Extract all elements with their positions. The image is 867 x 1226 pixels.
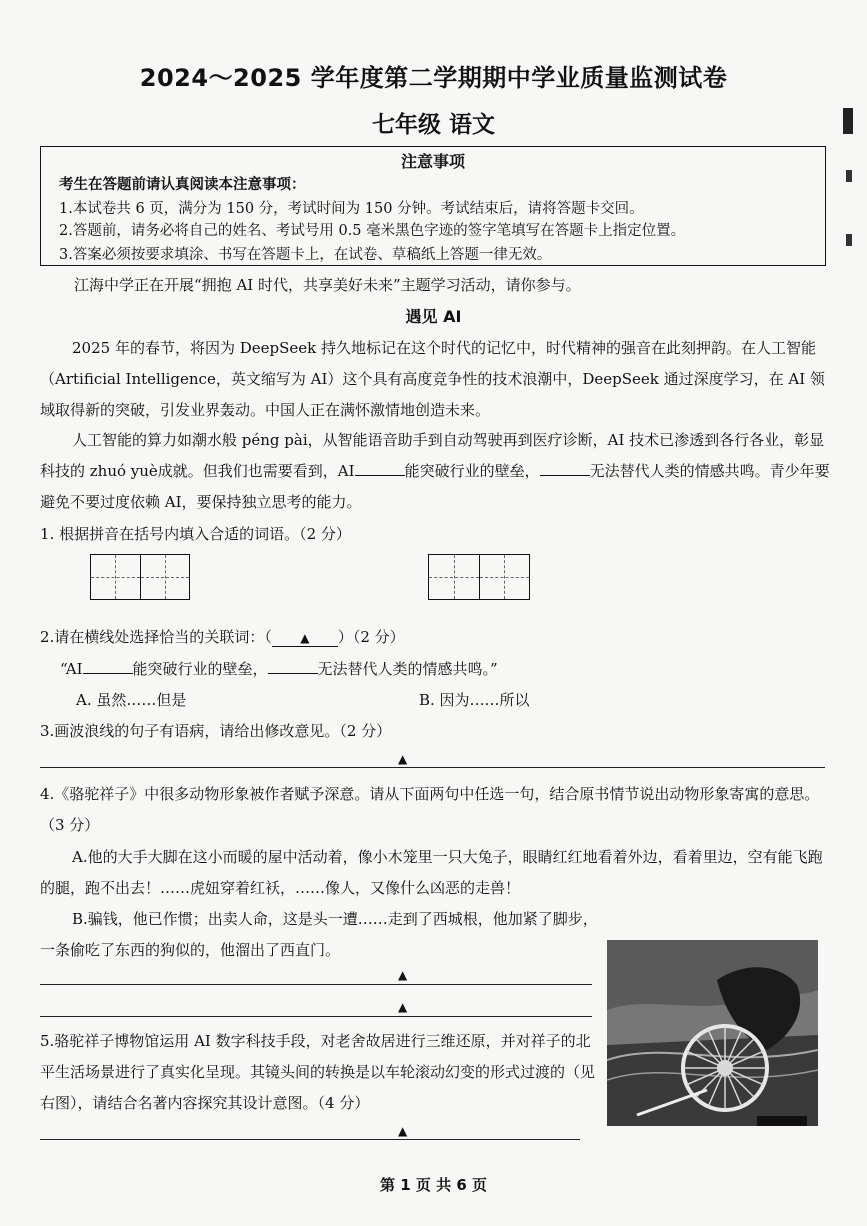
question-5: 5.骆驼祥子博物馆运用 AI 数字科技手段，对老舍故居进行三维还原，并对祥子的北平生活场景进行了真实化呈现。其镜头间的转换是以车轮滚动幻变的形式过渡的（见右图），请结合名著内容探究其设计意图。（4 分） bbox=[40, 1032, 596, 1112]
intro-text: 江海中学正在开展“拥抱 AI 时代，共享美好未来”主题学习活动，请你参与。 bbox=[74, 276, 581, 294]
passage-paragraph-1: 2025 年的春节，将因为 DeepSeek 持久地标记在这个时代的记忆中，时代精神的强音在此刻押韵。在人工智能（Artificial Intelligence，英文缩写为 AI）这个具有高度竞争性的技术浪潮中，DeepSeek 通过深度学习，在 AI 领域取得新的突破，引发业界轰动。中国人正在满怀激情地创造未来。 bbox=[40, 339, 825, 419]
question-2-quote bbox=[60, 658, 498, 679]
page-footer: 第 1 页 共 6 页 bbox=[380, 1176, 487, 1194]
quote-text: “AI bbox=[60, 660, 83, 678]
answer-mark-icon: ▲ bbox=[300, 631, 310, 645]
question-text: 2.请在横线处选择恰当的关联词：（ bbox=[40, 628, 272, 646]
edge-mark bbox=[843, 108, 853, 134]
edge-mark bbox=[846, 234, 852, 246]
question-1: 1. 根据拼音在括号内填入合适的词语。（2 分） bbox=[40, 525, 351, 543]
question-4: 4.《骆驼祥子》中很多动物形象被作者赋予深意。请从下面两句中任选一句，结合原书情节说出动物形象寄寓的意思。（3 分） bbox=[40, 785, 820, 834]
answer-line[interactable] bbox=[40, 1139, 580, 1140]
answer-blank[interactable] bbox=[272, 628, 338, 647]
quote-text: 无法替代人类的情感共鸣。” bbox=[317, 660, 498, 678]
passage-paragraph-2 bbox=[40, 425, 830, 518]
answer-mark-icon: ▲ bbox=[398, 968, 408, 982]
question-text: ）（2 分） bbox=[337, 628, 405, 646]
grid-cell[interactable] bbox=[91, 555, 141, 599]
notice-line: 3.答案必须按要求填涂、书写在答题卡上，在试卷、草稿纸上答题一律无效。 bbox=[59, 247, 552, 263]
question-4-option-b: B.骗钱，他已作惯；出卖人命，这是头一遭……走到了西城根，他加紧了脚步，一条偷吃了东西的狗似的，他溜出了西直门。 bbox=[40, 910, 598, 959]
answer-line[interactable] bbox=[40, 984, 592, 985]
option-a[interactable]: A. 虽然……但是 bbox=[76, 691, 187, 709]
option-b[interactable]: B. 因为……所以 bbox=[419, 691, 530, 709]
question-3: 3.画波浪线的句子有语病，请给出修改意见。（2 分） bbox=[40, 722, 392, 740]
answer-mark-icon: ▲ bbox=[398, 752, 408, 766]
answer-line[interactable] bbox=[40, 767, 825, 768]
blank-line bbox=[83, 659, 133, 674]
notice-line: 1.本试卷共 6 页，满分为 150 分，考试时间为 150 分钟。考试结束后，请将答题卡交回。 bbox=[59, 201, 644, 217]
answer-mark-icon: ▲ bbox=[398, 1000, 408, 1014]
edge-mark bbox=[846, 170, 852, 182]
rickshaw-wheel-image bbox=[607, 940, 818, 1126]
pinyin-answer-grid[interactable] bbox=[90, 554, 190, 600]
grid-cell[interactable] bbox=[141, 555, 190, 599]
rickshaw-wheel-illustration bbox=[607, 940, 818, 1126]
notice-box bbox=[40, 146, 826, 266]
grid-cell[interactable] bbox=[480, 555, 530, 599]
notice-title: 注意事项 bbox=[400, 152, 465, 171]
pinyin-answer-grid[interactable] bbox=[428, 554, 530, 600]
blank-line bbox=[355, 461, 405, 476]
question-2 bbox=[40, 626, 405, 647]
quote-text: 能突破行业的壁垒， bbox=[132, 660, 268, 678]
exam-title: 2024～2025 学年度第二学期期中学业质量监测试卷 bbox=[139, 64, 728, 92]
grid-cell[interactable] bbox=[429, 555, 480, 599]
blank-line bbox=[540, 461, 590, 476]
passage-text: 无法替代人类的情感共鸣。青少年要避免不要过度依赖 AI，要保持独立思考的能力。 bbox=[40, 462, 830, 511]
section-heading: 遇见 AI bbox=[405, 307, 462, 326]
question-4-option-a: A.他的大手大脚在这小而暖的屋中活动着，像小木笼里一只大兔子，眼睛红红地看着外边，看着里边，空有能飞跑的腿，跑不出去！……虎妞穿着红袄，……像人，又像什么凶恶的走兽！ bbox=[40, 848, 823, 897]
exam-subtitle: 七年级 语文 bbox=[371, 112, 495, 138]
passage-text: 能突破行业的壁垒， bbox=[404, 462, 540, 480]
notice-line: 2.答题前，请务必将自己的姓名、考试号用 0.5 毫米黑色字迹的签字笔填写在答题卡上指定位置。 bbox=[59, 223, 686, 239]
notice-line: 考生在答题前请认真阅读本注意事项： bbox=[59, 177, 306, 193]
passage-text: 人工智能的算力如潮水般 péng pài，从智能语音助手到自动驾驶再到医疗诊断，AI 技术已渗透到各行各业，彰显科技的 zhuó yuè成就。但我们也需要看到，AI bbox=[40, 431, 825, 480]
answer-line[interactable] bbox=[40, 1016, 592, 1017]
answer-mark-icon: ▲ bbox=[398, 1124, 408, 1138]
blank-line bbox=[268, 659, 318, 674]
